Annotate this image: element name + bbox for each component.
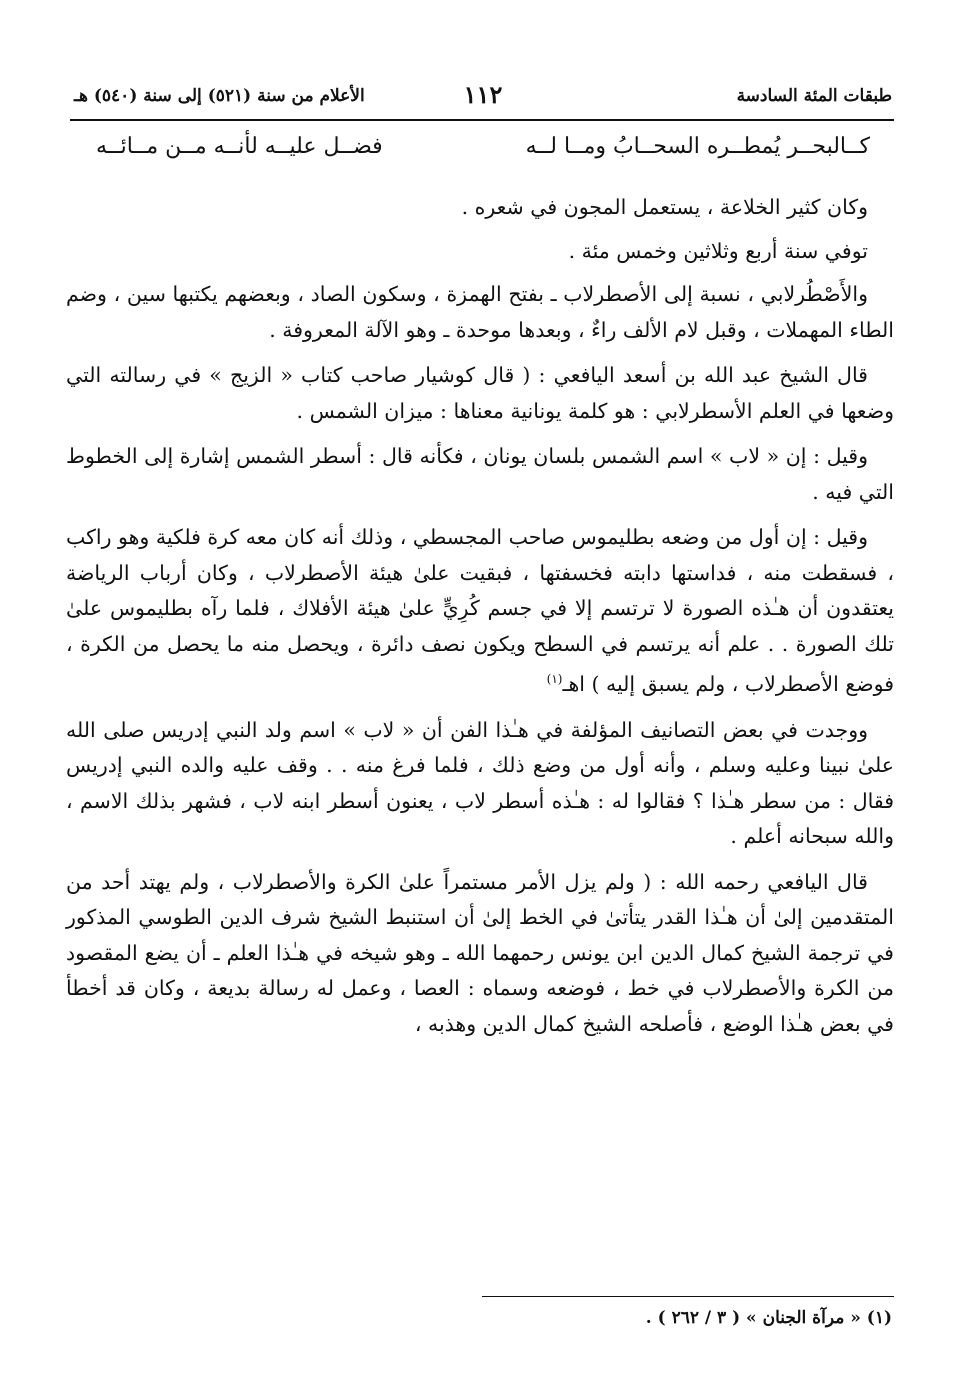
paragraph-with-footnote xyxy=(66,520,894,703)
paragraph-text: وقيل : إن أول من وضعه بطليموس صاحب المجسطي ، وذلك أنه كان معه كرة فلكية وهو راكب ، فسقطت منه ، فداستها دابته فخسفتها ، فبقيت علىٰ هيئة الأصطرلاب ، وكان أرباب الرياضة يعتقدون أن هـٰذه الصورة لا ترتسم إلا في جسم كُرِيٍّ علىٰ هيئة الأفلاك ، فلما رآه بطليموس علىٰ تلك الصورة . . علم أنه يرتسم في السطح ويكون نصف دائرة ، ويحصل منه ما يحصل من الكرة ، فوضع الأصطرلاب ، ولم يسبق إليه ) اهـ xyxy=(66,525,894,696)
paragraph: وقيل : إن « لاب » اسم الشمس بلسان يونان ، فكأنه قال : أسطر الشمس إشارة إلى الخطوط التي فيه . xyxy=(66,444,894,504)
header-section-title: طبقات المئة السادسة xyxy=(736,86,892,106)
verse-first-hemistich: كــالبحــر يُمطــره السحــابُ ومــا لــه xyxy=(525,134,870,159)
header-divider xyxy=(70,119,894,121)
header-year-range: الأعلام من سنة (٥٢١) إلى سنة (٥٤٠) هـ xyxy=(74,86,365,106)
paragraph: ووجدت في بعض التصانيف المؤلفة في هـٰذا الفن أن « لاب » اسم ولد النبي إدريس صلى الله علىٰ نبينا وعليه وسلم ، وأنه أول من وضع ذلك ، فلما فرغ منه . . وقف عليه والده النبي إدريس فقال : من سطر هـٰذا ؟ فقالوا له : هـٰذه أسطر لاب ، يعنون أسطر ابنه لاب ، فشهر بذلك الاسم ، والله سبحانه أعلم . xyxy=(66,717,894,848)
page-number: ١١٢ xyxy=(463,80,503,109)
running-header xyxy=(74,82,892,116)
verse-second-hemistich: فضــل عليــه لأنــه مــن مــائــه xyxy=(96,134,383,159)
poetry-verse xyxy=(96,128,870,172)
footnote-reference: (١) xyxy=(546,672,563,686)
paragraph: وكان كثير الخلاعة ، يستعمل المجون في شعره . xyxy=(461,195,868,219)
paragraph: توفي سنة أربع وثلاثين وخمس مئة . xyxy=(568,238,868,263)
paragraph: والأَصْطُرلابي ، نسبة إلى الأصطرلاب ـ بفتح الهمزة ، وسكون الصاد ، وبعضهم يكتبها سين ، وضم الطاء المهملات ، وقبل لام الألف راءٌ ، وبعدها موحدة ـ وهو الآلة المعروفة . xyxy=(66,282,894,342)
footnote: (١) « مرآة الجنان » ( ٣ / ٢٦٢ ) . xyxy=(645,1308,892,1328)
paragraph: قال الشيخ عبد الله بن أسعد اليافعي : ( قال كوشيار صاحب كتاب « الزيج » في رسالته التي وضعها في العلم الأسطرلابي : هو كلمة يونانية معناها : ميزان الشمس . xyxy=(66,363,894,423)
footnote-divider xyxy=(482,1296,894,1297)
paragraph: قال اليافعي رحمه الله : ( ولم يزل الأمر مستمراً علىٰ الكرة والأصطرلاب ، ولم يهتد أحد من المتقدمين إلىٰ أن هـٰذا القدر يتأتىٰ في الخط إلىٰ أن استنبط الشيخ شرف الدين الطوسي المذكور في ترجمة الشيخ كمال الدين ابن يونس رحمهما الله ـ وهو شيخه في هـٰذا العلم ـ أن يضع المقصود من الكرة والأصطرلاب في خط ، فوضعه وسماه : العصا ، وعمل له رسالة بديعة ، وكان قد أخطأ في بعض هـٰذا الوضع ، فأصلحه الشيخ كمال الدين وهذبه ، xyxy=(66,869,894,1036)
body-text xyxy=(66,190,894,1052)
